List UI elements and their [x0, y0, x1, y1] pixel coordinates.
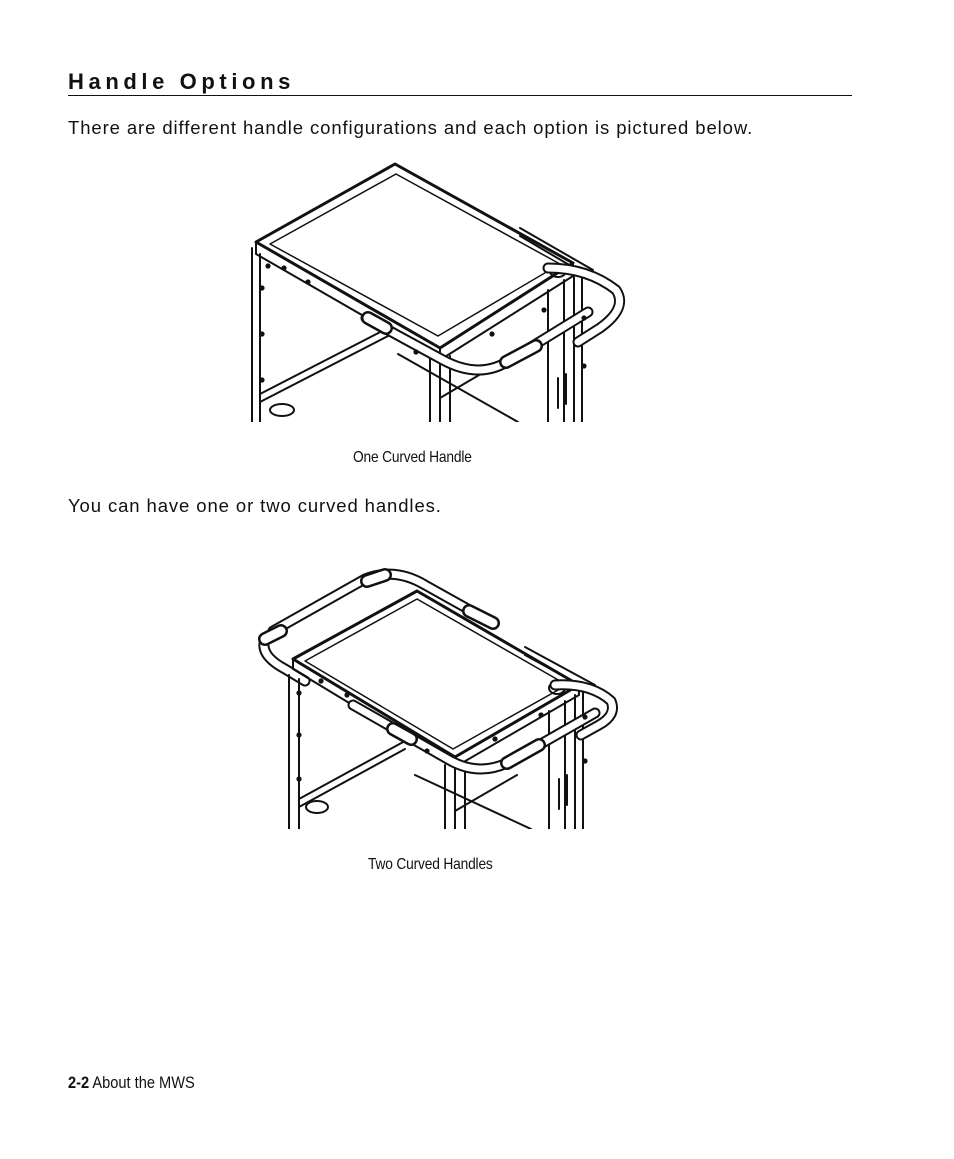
page-footer	[68, 1073, 195, 1093]
two-curved-handles-illustration	[255, 565, 625, 829]
intro-paragraph: There are different handle configurations and each option is pictured below.	[68, 117, 754, 138]
figure-caption-one-handle: One Curved Handle	[353, 449, 472, 466]
section-heading	[68, 68, 852, 96]
page-number: 2-2	[68, 1073, 90, 1092]
section-heading-text: Handle Options	[68, 69, 295, 94]
one-curved-handle-figure	[248, 158, 628, 422]
two-handles-paragraph: You can have one or two curved handles.	[68, 495, 442, 516]
figure-caption-two-handles: Two Curved Handles	[368, 856, 493, 873]
chapter-name: About the MWS	[92, 1073, 195, 1092]
two-curved-handles-figure	[255, 565, 625, 829]
one-curved-handle-illustration	[248, 158, 628, 422]
